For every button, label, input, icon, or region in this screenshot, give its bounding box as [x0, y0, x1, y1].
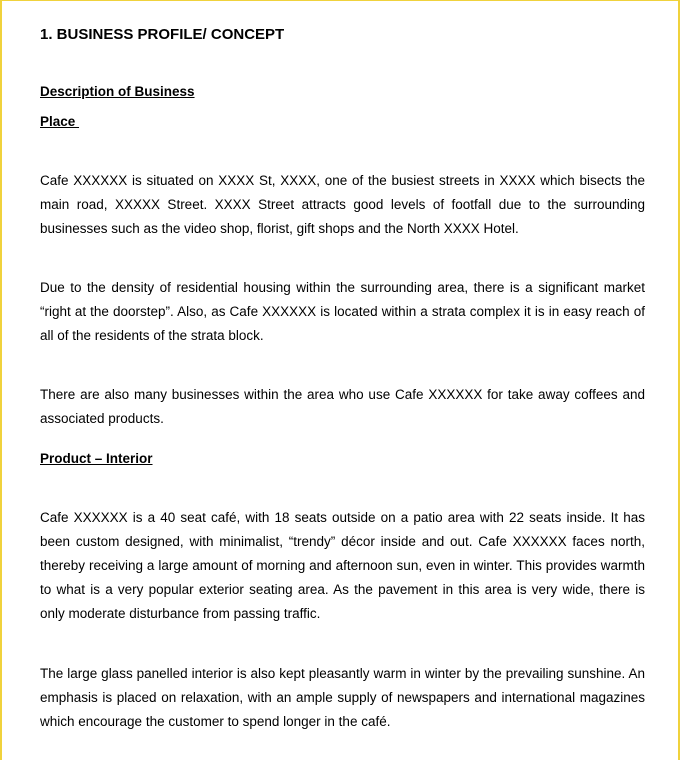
place-paragraph-3: There are also many businesses within the area who use Cafe XXXXXX for take away coffees and associated products. [40, 387, 645, 426]
place-heading: Place [40, 114, 80, 129]
product-paragraph-1: Cafe XXXXXX is a 40 seat café, with 18 seats outside on a patio area with 22 seats inside. It has been custom designed, with minimalist, “trendy” décor inside and out. Cafe XXXXXX faces north, thereby receiving a large amount of morning and afternoon sun, even in winter. This provides warmth to what is a very popular exterior seating area. As the pavement in this area is very wide, there is only moderate disturbance from passing traffic. [40, 510, 645, 621]
description-heading: Description of Business [40, 84, 195, 99]
document-title: 1. BUSINESS PROFILE/ CONCEPT [40, 26, 285, 43]
place-paragraph-2: Due to the density of residential housing within the surrounding area, there is a significant market “right at the doorstep”. Also, as Cafe XXXXXX is located within a strata complex it is in easy reach of all of the residents of the strata block. [40, 280, 645, 343]
product-interior-heading: Product – Interior [40, 451, 153, 466]
place-paragraph-1: Cafe XXXXXX is situated on XXXX St, XXXX, one of the busiest streets in XXXX which bisects the main road, XXXXX Street. XXXX Street attracts good levels of footfall due to the surrounding businesses such as the video shop, florist, gift shops and the North XXXX Hotel. [40, 173, 645, 236]
product-paragraph-2: The large glass panelled interior is also kept pleasantly warm in winter by the prevailing sunshine. An emphasis is placed on relaxation, with an ample supply of newspapers and international magazines which encourage the customer to spend longer in the café. [40, 666, 645, 729]
